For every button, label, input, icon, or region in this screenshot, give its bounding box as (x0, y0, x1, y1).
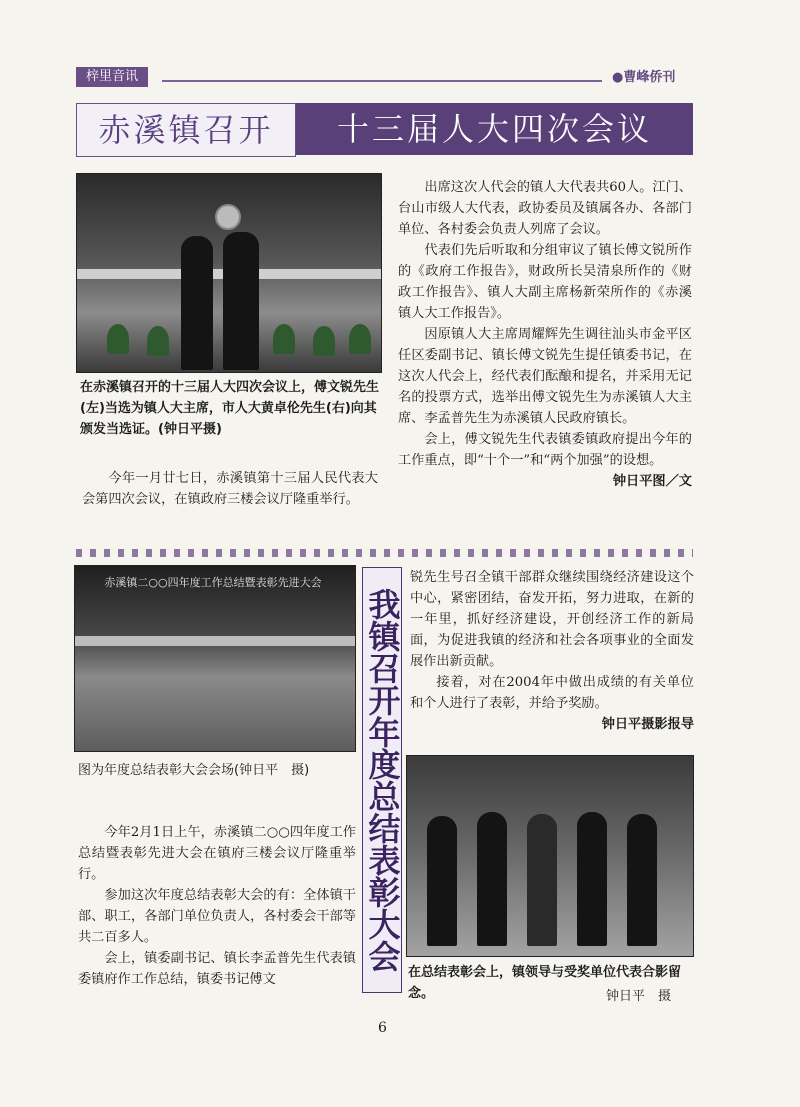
section-label: 梓里音讯 (76, 67, 148, 87)
article2-paragraph: 会上，镇委副书记、镇长李孟普先生代表镇委镇府作工作总结，镇委书记傅文 (78, 951, 356, 987)
article2-photo1-caption: 图为年度总结表彰大会会场(钟日平 摄) (78, 763, 310, 778)
article2-body-right (410, 567, 694, 735)
article2-headline (362, 567, 402, 993)
article1-photo (76, 173, 382, 373)
article1-paragraph: 代表们先后听取和分组审议了镇长傅文锐所作的《政府工作报告》，财政所长吴清泉所作的《财政工作报告》、镇人大副主席杨新荣所作的《赤溪镇人大工作报告》。 (398, 243, 692, 321)
national-emblem-icon (215, 204, 241, 230)
article1-headline (76, 103, 693, 155)
article2-title: 我镇召开年度总结表彰大会 (363, 588, 402, 972)
article1-photo-caption: 在赤溪镇召开的十三届人大四次会议上，傅文锐先生(左)当选为镇人大主席，市人大黄卓伦先生(右)向其颁发当选证。(钟日平摄) (80, 380, 380, 437)
hall-banner: 赤溪镇二○○四年度工作总结暨表彰先进大会 (104, 576, 322, 589)
article2-paragraph: 今年2月1日上午，赤溪镇二○○四年度工作总结暨表彰先进大会在镇府三楼会议厅隆重举行。 (78, 825, 356, 882)
article2-photo-hall (74, 565, 356, 752)
article1-title-left: 赤溪镇召开 (76, 103, 296, 157)
article2-body-left (78, 822, 356, 990)
publication-name: ●曹峰侨刊 (612, 70, 676, 85)
article2-photo2-caption: 在总结表彰会上，镇领导与受奖单位代表合影留念。 (408, 965, 682, 1001)
article2-photo2-credit: 钟日平 摄 (606, 989, 672, 1004)
header-rule (162, 80, 602, 82)
page-number: 6 (378, 1020, 387, 1036)
article1-paragraph: 出席这次人代会的镇人大代表共60人。江门、台山市级人大代表，政协委员及镇属各办、各部门单位、各村委会负责人列席了会议。 (398, 180, 692, 237)
article1-lead (82, 468, 378, 510)
article2-paragraph: 接着，对在2004年中做出成绩的有关单位和个人进行了表彰，并给予奖励。 (410, 675, 694, 711)
article1-paragraph: 因原镇人大主席周耀辉先生调往汕头市金平区任区委副书记、镇长傅文锐先生提任镇委书记，在这次人代会上，经代表们酝酿和提名，并采用无记名的投票方式，选举出傅文锐先生为赤溪镇人大主席、李孟普先生为赤溪镇人民政府镇长。 (398, 327, 692, 426)
article2-paragraph: 参加这次年度总结表彰大会的有：全体镇干部、职工，各部门单位负责人，各村委会干部等共二百多人。 (78, 888, 356, 945)
article1-title-right: 十三届人大四次会议 (296, 103, 693, 155)
article1-lead-paragraph: 今年一月廿七日，赤溪镇第十三届人民代表大会第四次会议，在镇政府三楼会议厅隆重举行。 (82, 471, 378, 507)
article2-photo-group (406, 755, 694, 957)
article1-credit: 钟日平图／文 (612, 474, 692, 489)
section-divider (76, 549, 693, 557)
article2-credit: 钟日平摄影报导 (601, 717, 694, 732)
article1-body (398, 177, 692, 492)
article1-paragraph: 会上，傅文锐先生代表镇委镇政府提出今年的工作重点，即“十个一”和“两个加强”的设想。 (398, 432, 692, 468)
article2-paragraph: 锐先生号召全镇干部群众继续围绕经济建设这个中心，紧密团结，奋发开拓，努力进取，在新的一年里，抓好经济建设，开创经济工作的新局面，为促进我镇的经济和社会各项事业的全面发展作出新贡献。 (410, 570, 694, 669)
